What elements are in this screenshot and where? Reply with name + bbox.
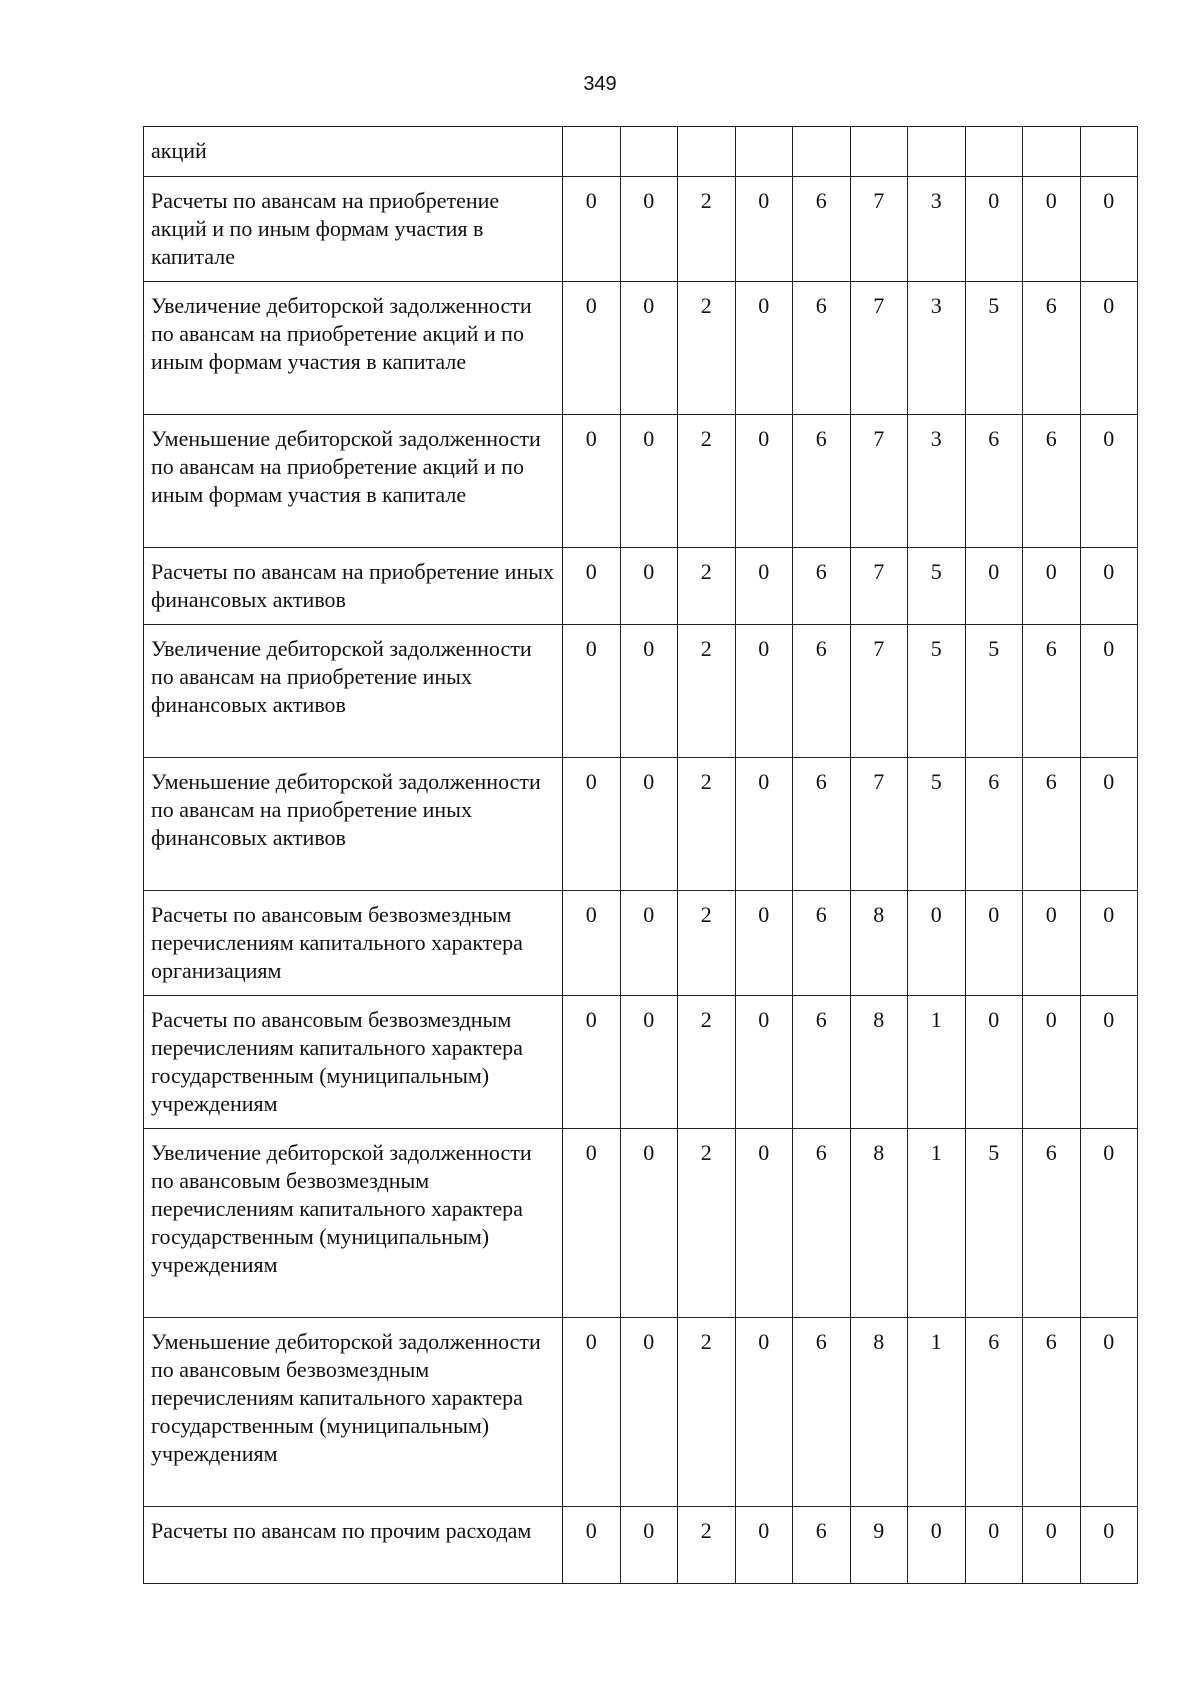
code-digit: 0: [735, 1129, 793, 1318]
table-row: [144, 1507, 1138, 1584]
code-digit: 2: [678, 1129, 736, 1318]
code-digit: 0: [1080, 1318, 1138, 1507]
code-digit: [1080, 127, 1138, 177]
code-digit: 3: [908, 177, 966, 282]
code-digit: 0: [563, 1318, 621, 1507]
code-digit: 0: [563, 548, 621, 625]
code-digit: 0: [735, 1507, 793, 1584]
code-digit: 6: [793, 758, 851, 891]
code-digit: 8: [850, 1129, 908, 1318]
code-digit: 0: [735, 548, 793, 625]
row-label: Расчеты по авансовым безвозмездным перечислениям капитального характера организациям: [144, 891, 563, 996]
code-digit: 0: [620, 548, 678, 625]
table-row: [144, 548, 1138, 625]
code-digit: 6: [793, 1129, 851, 1318]
code-digit: 0: [563, 758, 621, 891]
code-digit: 6: [793, 891, 851, 996]
code-digit: 0: [1080, 891, 1138, 996]
table-body: [144, 127, 1138, 1584]
code-digit: 0: [965, 1507, 1023, 1584]
code-digit: 0: [735, 177, 793, 282]
code-digit: 0: [1023, 1507, 1081, 1584]
row-label: Расчеты по авансам по прочим расходам: [144, 1507, 563, 1584]
code-digit: [965, 127, 1023, 177]
code-digit: 2: [678, 177, 736, 282]
code-digit: 0: [735, 282, 793, 415]
code-digit: [793, 127, 851, 177]
table-row: [144, 891, 1138, 996]
code-digit: 0: [620, 625, 678, 758]
row-label: Увеличение дебиторской задолженности по авансовым безвозмездным перечислениям капитального характера государственным (муниципальным) учреждениям: [144, 1129, 563, 1318]
page-number: 349: [583, 73, 617, 95]
code-digit: 6: [965, 1318, 1023, 1507]
code-digit: 2: [678, 548, 736, 625]
code-digit: 1: [908, 1318, 966, 1507]
code-digit: 5: [965, 625, 1023, 758]
code-digit: 6: [965, 758, 1023, 891]
code-digit: 9: [850, 1507, 908, 1584]
code-digit: [850, 127, 908, 177]
account-codes-table: [143, 126, 1138, 1584]
code-digit: 6: [1023, 282, 1081, 415]
row-label: Уменьшение дебиторской задолженности по авансам на приобретение акций и по иным формам участия в капитале: [144, 415, 563, 548]
table-row: [144, 1318, 1138, 1507]
code-digit: 0: [620, 1129, 678, 1318]
code-digit: 0: [563, 415, 621, 548]
code-digit: [735, 127, 793, 177]
code-digit: 2: [678, 415, 736, 548]
code-digit: 0: [620, 891, 678, 996]
code-digit: 6: [1023, 1318, 1081, 1507]
code-digit: 0: [1080, 625, 1138, 758]
code-digit: 7: [850, 625, 908, 758]
code-digit: 6: [1023, 625, 1081, 758]
code-digit: 0: [620, 177, 678, 282]
table-row: [144, 127, 1138, 177]
code-digit: 8: [850, 996, 908, 1129]
table-row: [144, 177, 1138, 282]
code-digit: 5: [965, 1129, 1023, 1318]
code-digit: 0: [965, 548, 1023, 625]
row-label: Расчеты по авансам на приобретение иных финансовых активов: [144, 548, 563, 625]
code-digit: 0: [620, 282, 678, 415]
code-digit: 0: [1080, 177, 1138, 282]
code-digit: 2: [678, 996, 736, 1129]
code-digit: 2: [678, 625, 736, 758]
code-digit: 6: [965, 415, 1023, 548]
code-digit: 2: [678, 1507, 736, 1584]
code-digit: 0: [1080, 282, 1138, 415]
code-digit: 0: [620, 996, 678, 1129]
code-digit: 0: [965, 996, 1023, 1129]
code-digit: 6: [793, 625, 851, 758]
code-digit: 0: [965, 891, 1023, 996]
table-row: [144, 1129, 1138, 1318]
code-digit: [563, 127, 621, 177]
code-digit: 0: [1023, 548, 1081, 625]
code-digit: 0: [908, 1507, 966, 1584]
code-digit: 0: [735, 891, 793, 996]
code-digit: 0: [1080, 758, 1138, 891]
code-digit: 0: [563, 1507, 621, 1584]
code-digit: 6: [793, 282, 851, 415]
code-digit: 7: [850, 177, 908, 282]
code-digit: 7: [850, 415, 908, 548]
row-label: акций: [144, 127, 563, 177]
row-label: Увеличение дебиторской задолженности по авансам на приобретение акций и по иным формам участия в капитале: [144, 282, 563, 415]
code-digit: 8: [850, 1318, 908, 1507]
code-digit: 0: [563, 177, 621, 282]
code-digit: 0: [563, 996, 621, 1129]
code-digit: 2: [678, 891, 736, 996]
code-digit: 6: [793, 548, 851, 625]
code-digit: 0: [1080, 996, 1138, 1129]
code-digit: 0: [1023, 891, 1081, 996]
code-digit: 6: [793, 996, 851, 1129]
code-digit: 6: [793, 415, 851, 548]
code-digit: 5: [908, 548, 966, 625]
code-digit: [908, 127, 966, 177]
code-digit: 5: [965, 282, 1023, 415]
code-digit: 0: [620, 758, 678, 891]
code-digit: 6: [1023, 758, 1081, 891]
code-digit: 0: [1080, 1129, 1138, 1318]
code-digit: 7: [850, 548, 908, 625]
code-digit: 0: [908, 891, 966, 996]
code-digit: 0: [563, 282, 621, 415]
code-digit: 0: [563, 1129, 621, 1318]
code-digit: 6: [1023, 415, 1081, 548]
code-digit: 0: [1023, 996, 1081, 1129]
code-digit: 5: [908, 758, 966, 891]
code-digit: 0: [563, 625, 621, 758]
code-digit: 0: [563, 891, 621, 996]
code-digit: 0: [965, 177, 1023, 282]
code-digit: 2: [678, 282, 736, 415]
code-digit: 0: [735, 996, 793, 1129]
code-digit: 5: [908, 625, 966, 758]
code-digit: 1: [908, 996, 966, 1129]
code-digit: 0: [1080, 415, 1138, 548]
code-digit: 3: [908, 282, 966, 415]
code-digit: 0: [735, 415, 793, 548]
code-digit: 2: [678, 758, 736, 891]
table-row: [144, 415, 1138, 548]
table-row: [144, 996, 1138, 1129]
code-digit: 0: [1023, 177, 1081, 282]
code-digit: [1023, 127, 1081, 177]
code-digit: 0: [620, 1318, 678, 1507]
table-row: [144, 282, 1138, 415]
table-row: [144, 758, 1138, 891]
code-digit: 6: [793, 1507, 851, 1584]
code-digit: 0: [735, 758, 793, 891]
code-digit: [620, 127, 678, 177]
code-digit: 0: [1080, 548, 1138, 625]
code-digit: 6: [793, 1318, 851, 1507]
code-digit: 0: [620, 1507, 678, 1584]
code-digit: [678, 127, 736, 177]
code-digit: 7: [850, 758, 908, 891]
code-digit: 0: [620, 415, 678, 548]
row-label: Увеличение дебиторской задолженности по авансам на приобретение иных финансовых активов: [144, 625, 563, 758]
code-digit: 0: [735, 625, 793, 758]
code-digit: 3: [908, 415, 966, 548]
code-digit: 7: [850, 282, 908, 415]
code-digit: 6: [1023, 1129, 1081, 1318]
row-label: Расчеты по авансам на приобретение акций и по иным формам участия в капитале: [144, 177, 563, 282]
row-label: Уменьшение дебиторской задолженности по авансовым безвозмездным перечислениям капитального характера государственным (муниципальным) учреждениям: [144, 1318, 563, 1507]
code-digit: 6: [793, 177, 851, 282]
code-digit: 0: [1080, 1507, 1138, 1584]
table-row: [144, 625, 1138, 758]
code-digit: 8: [850, 891, 908, 996]
code-digit: 0: [735, 1318, 793, 1507]
code-digit: 1: [908, 1129, 966, 1318]
row-label: Уменьшение дебиторской задолженности по авансам на приобретение иных финансовых активов: [144, 758, 563, 891]
code-digit: 2: [678, 1318, 736, 1507]
row-label: Расчеты по авансовым безвозмездным перечислениям капитального характера государственным (муниципальным) учреждениям: [144, 996, 563, 1129]
